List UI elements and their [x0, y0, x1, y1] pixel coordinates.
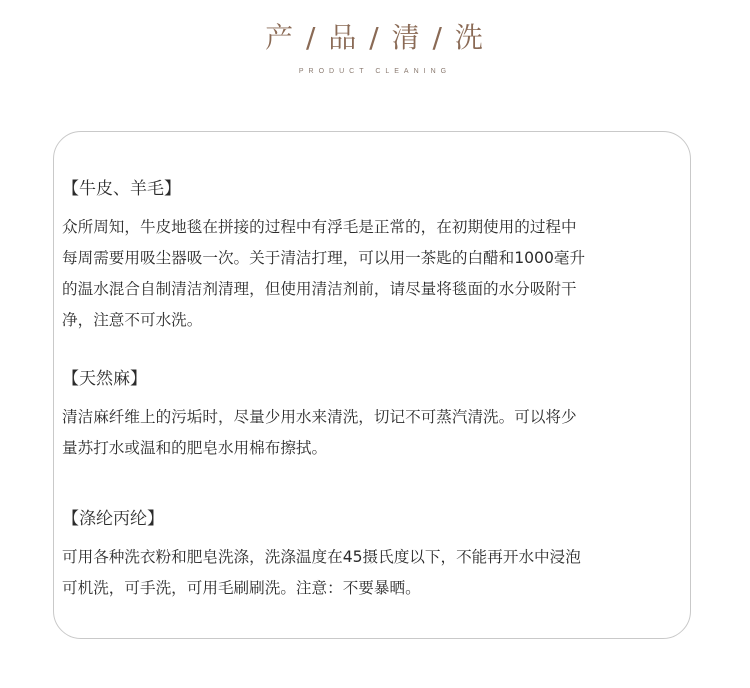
section-heading: 【牛皮、羊毛】: [62, 179, 181, 199]
page-subtitle: PRODUCT CLEANING: [298, 68, 452, 75]
section-polyester-polypropylene: [62, 508, 690, 604]
section-natural-hemp: [62, 368, 690, 464]
cleaning-instructions-card: [53, 131, 691, 639]
section-body: 众所周知，牛皮地毯在拼接的过程中有浮毛是正常的，在初期使用的过程中 每周需要用吸尘器吸一次。关于清洁打理，可以用一茶匙的白醋和1000毫升 的温水混合自制清洁剂清理，但使用清洁剂前，请尽量将毯面的水分吸附干 净，注意不可水洗。: [62, 218, 586, 329]
page-header: [0, 18, 750, 75]
section-heading: 【涤纶丙纶】: [62, 509, 164, 529]
section-heading: 【天然麻】: [62, 369, 147, 389]
section-body: 可用各种洗衣粉和肥皂洗涤，洗涤温度在45摄氏度以下，不能再开水中浸泡 可机洗，可手洗，可用毛刷刷洗。注意：不要暴晒。: [62, 548, 581, 597]
section-body: 清洁麻纤维上的污垢时，尽量少用水来清洗，切记不可蒸汽清洗。可以将少 量苏打水或温和的肥皂水用棉布擦拭。: [62, 408, 577, 457]
page-title: 产 / 品 / 清 / 洗: [265, 21, 485, 54]
section-cowhide-wool: [62, 178, 690, 336]
